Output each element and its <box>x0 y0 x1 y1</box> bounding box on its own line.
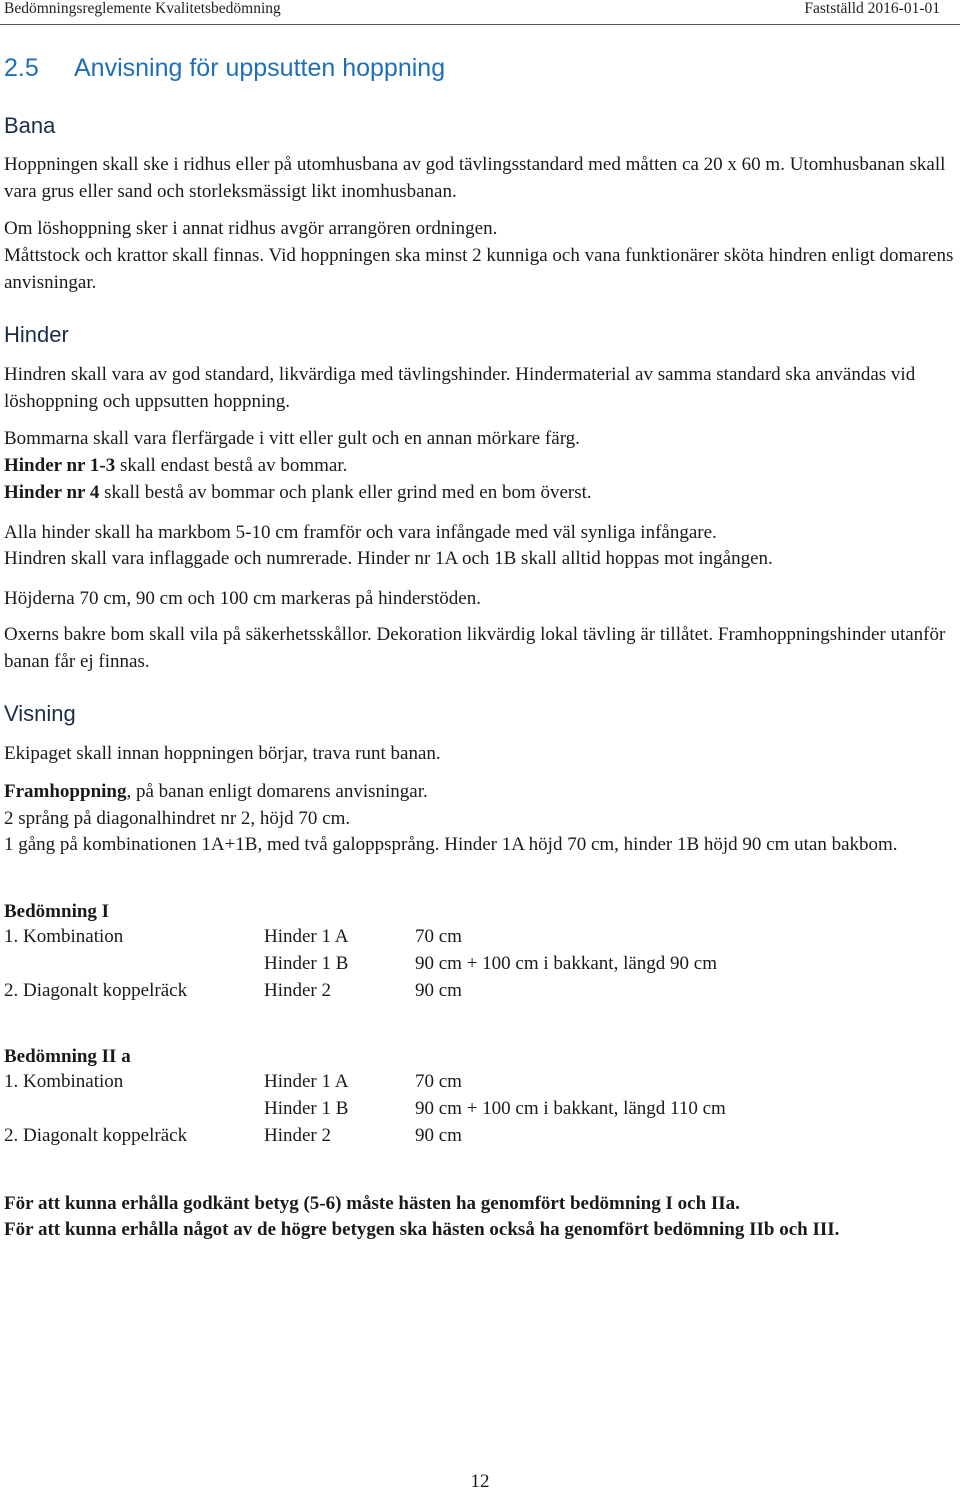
table-row <box>4 1098 904 1125</box>
heading-bana: Bana <box>4 113 56 138</box>
hinder-paragraph-1: Hindren skall vara av god standard, likvärdiga med tävlingshinder. Hindermaterial av samma standard ska användas vid löshoppning och uppsutten hoppning. <box>4 364 916 412</box>
table-cell: Hinder 2 <box>264 980 332 1001</box>
table-cell: Hinder 1 B <box>264 953 349 974</box>
hinder-paragraph-4 <box>4 480 956 507</box>
bedomning-1-table <box>4 926 904 1007</box>
heading-bedomning-2a: Bedömning II a <box>4 1046 131 1067</box>
table-cell: 70 cm <box>415 926 462 947</box>
hinder-paragraph-8: Oxerns bakre bom skall vila på säkerhetsskållor. Dekoration likvärdig lokal tävling är tillåtet. Framhoppningshinder utanför banan får ej finnas. <box>4 624 946 672</box>
framhoppning-label: Framhoppning <box>4 781 127 802</box>
table-cell: 2. Diagonalt koppelräck <box>4 1125 188 1146</box>
section-number: 2.5 <box>4 54 39 82</box>
bana-paragraph-3: Måttstock och krattor skall finnas. Vid hoppningen ska minst 2 kunniga och vana funktionärer sköta hindren enligt domarens anvisningar. <box>4 245 954 293</box>
page-number: 12 <box>470 1471 490 1492</box>
bedomning-2a-table <box>4 1071 904 1152</box>
conclusion-line-1: För att kunna erhålla godkänt betyg (5-6) måste hästen ha genomfört bedömning I och IIa. <box>4 1193 740 1214</box>
table-row <box>4 980 904 1007</box>
header-document-title: Bedömningsreglemente Kvalitetsbedömning <box>4 0 281 17</box>
header-divider <box>0 24 960 25</box>
table-cell: 2. Diagonalt koppelräck <box>4 980 188 1001</box>
table-cell: 1. Kombination <box>4 1071 124 1092</box>
header-date: Fastställd 2016-01-01 <box>804 0 940 17</box>
hinder-paragraph-7: Höjderna 70 cm, 90 cm och 100 cm markeras på hinderstöden. <box>4 588 481 609</box>
conclusion-line-2: För att kunna erhålla något av de högre betygen ska hästen också ha genomfört bedömning IIb och III. <box>4 1219 840 1240</box>
hinder-paragraph-2: Bommarna skall vara flerfärgade i vitt eller gult och en annan mörkare färg. <box>4 428 580 449</box>
visning-paragraph-1: Ekipaget skall innan hoppningen börjar, trava runt banan. <box>4 743 441 764</box>
hinder-paragraph-6: Hindren skall vara inflaggade och numrerade. Hinder nr 1A och 1B skall alltid hoppas mot ingången. <box>4 548 773 569</box>
table-cell: Hinder 1 B <box>264 1098 349 1119</box>
bana-paragraph-1: Hoppningen skall ske i ridhus eller på utomhusbana av god tävlingsstandard med måtten ca 20 x 60 m. Utomhusbanan skall vara grus eller sand och storleksmässigt likt inomhusbanan. <box>4 154 946 202</box>
table-cell: 90 cm <box>415 980 462 1001</box>
table-cell: 70 cm <box>415 1071 462 1092</box>
table-row <box>4 1071 904 1098</box>
visning-paragraph-2 <box>4 779 956 806</box>
table-cell: 90 cm + 100 cm i bakkant, längd 110 cm <box>415 1098 726 1119</box>
section-title <box>4 54 445 83</box>
table-cell: 90 cm + 100 cm i bakkant, längd 90 cm <box>415 953 717 974</box>
section-title-text: Anvisning för uppsutten hoppning <box>74 54 446 82</box>
framhoppning-text: , på banan enligt domarens anvisningar. <box>126 781 428 802</box>
table-cell <box>4 953 264 980</box>
heading-hinder: Hinder <box>4 322 69 347</box>
table-cell: 1. Kombination <box>4 926 124 947</box>
hinder-4-text: skall bestå av bommar och plank eller grind med en bom överst. <box>99 482 592 503</box>
hinder-1-3-text: skall endast bestå av bommar. <box>115 455 348 476</box>
page-header <box>0 0 960 22</box>
visning-paragraph-4: 1 gång på kombinationen 1A+1B, med två galoppsprång. Hinder 1A höjd 70 cm, hinder 1B höjd 90 cm utan bakbom. <box>4 834 898 855</box>
table-row <box>4 1125 904 1152</box>
hinder-paragraph-5: Alla hinder skall ha markbom 5-10 cm framför och vara infångade med väl synliga infångare. <box>4 522 717 543</box>
visning-paragraph-3: 2 språng på diagonalhindret nr 2, höjd 70 cm. <box>4 808 351 829</box>
table-row <box>4 926 904 953</box>
hinder-1-3-label: Hinder nr 1-3 <box>4 455 116 476</box>
heading-bedomning-1: Bedömning I <box>4 901 110 922</box>
hinder-paragraph-3 <box>4 453 956 480</box>
table-row <box>4 953 904 980</box>
bana-paragraph-2: Om löshoppning sker i annat ridhus avgör arrangören ordningen. <box>4 218 498 239</box>
table-cell: Hinder 1 A <box>264 1071 349 1092</box>
heading-visning: Visning <box>4 701 76 726</box>
hinder-4-label: Hinder nr 4 <box>4 482 100 503</box>
table-cell <box>4 1098 264 1125</box>
table-cell: Hinder 2 <box>264 1125 332 1146</box>
table-cell: Hinder 1 A <box>264 926 349 947</box>
table-cell: 90 cm <box>415 1125 462 1146</box>
